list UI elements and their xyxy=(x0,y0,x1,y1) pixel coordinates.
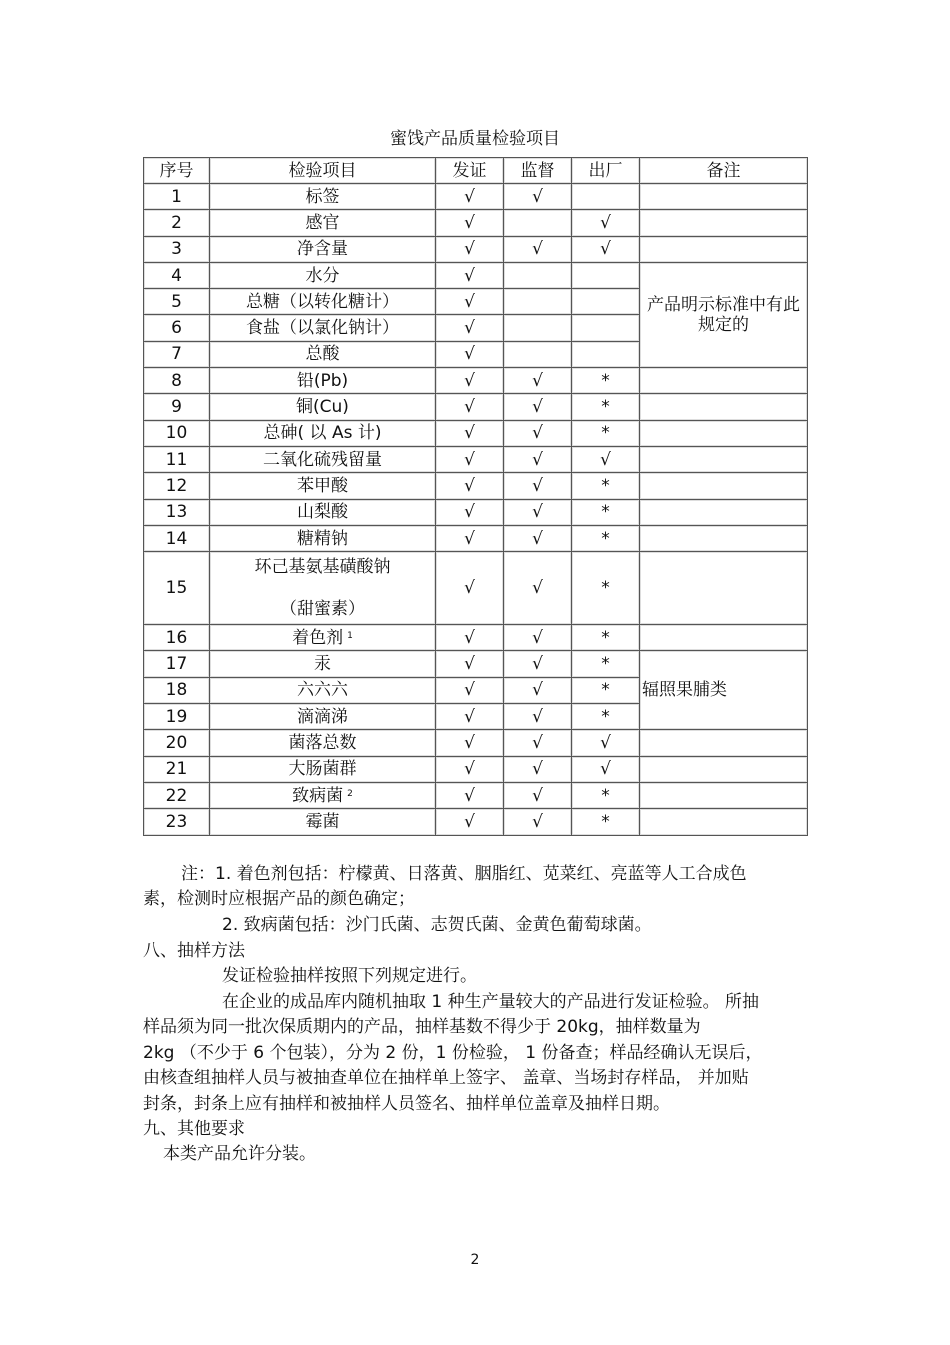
cell-cert: √ xyxy=(436,525,504,551)
cell-factory: * xyxy=(572,473,640,499)
cell-no: 3 xyxy=(144,236,210,262)
cell-remarks xyxy=(640,446,808,472)
cell-cert: √ xyxy=(436,420,504,446)
cell-remarks xyxy=(640,420,808,446)
cell-remarks xyxy=(640,473,808,499)
cell-item: 汞 xyxy=(210,651,436,677)
cell-item: 二氧化硫残留量 xyxy=(210,446,436,472)
footnote-marker: 1 xyxy=(347,630,353,641)
table-row xyxy=(144,756,808,782)
header-cert: 发证 xyxy=(436,158,504,184)
cell-no: 2 xyxy=(144,210,210,236)
cell-no: 7 xyxy=(144,341,210,367)
cell-cert: √ xyxy=(436,782,504,808)
cell-cert: √ xyxy=(436,184,504,210)
cell-supervision xyxy=(504,210,572,236)
cell-factory: √ xyxy=(572,730,640,756)
remarks-standard-note: 产品明示标准中有此规定的 xyxy=(640,262,808,367)
cell-item: 苯甲酸 xyxy=(210,473,436,499)
cell-factory: * xyxy=(572,525,640,551)
remarks-irradiated-note: 辐照果脯类 xyxy=(640,651,808,730)
cell-cert: √ xyxy=(436,341,504,367)
cell-supervision: √ xyxy=(504,368,572,394)
cell-factory xyxy=(572,341,640,367)
cell-cert: √ xyxy=(436,368,504,394)
cell-no: 19 xyxy=(144,704,210,730)
header-no: 序号 xyxy=(144,158,210,184)
cell-supervision: √ xyxy=(504,473,572,499)
cell-supervision: √ xyxy=(504,499,572,525)
header-item: 检验项目 xyxy=(210,158,436,184)
cell-remarks xyxy=(640,210,808,236)
table-row xyxy=(144,525,808,551)
cell-supervision: √ xyxy=(504,420,572,446)
cell-supervision: √ xyxy=(504,704,572,730)
footnote-1-line1: 注：1. 着色剂包括：柠檬黄、日落黄、胭脂红、苋菜红、亮蓝等人工合成色 xyxy=(181,864,747,884)
item-name: 着色剂 xyxy=(292,627,344,648)
cell-supervision xyxy=(504,341,572,367)
cell-supervision: √ xyxy=(504,625,572,651)
cell-no: 20 xyxy=(144,730,210,756)
table-row xyxy=(144,394,808,420)
cell-item: 总糖（以转化糖计） xyxy=(210,289,436,315)
section-9-heading: 九、其他要求 xyxy=(143,1119,245,1139)
cell-item xyxy=(210,782,436,808)
cell-factory: * xyxy=(572,809,640,835)
header-factory: 出厂 xyxy=(572,158,640,184)
cell-item xyxy=(210,625,436,651)
cell-cert: √ xyxy=(436,236,504,262)
cell-no: 11 xyxy=(144,446,210,472)
cell-item: 标签 xyxy=(210,184,436,210)
cell-remarks xyxy=(640,782,808,808)
cell-factory: * xyxy=(572,394,640,420)
section-9-paragraph: 本类产品允许分装。 xyxy=(163,1144,316,1164)
item-name-line2: （甜蜜素） xyxy=(280,599,365,620)
section-8-heading: 八、抽样方法 xyxy=(143,941,245,961)
section-8-p2-line1: 在企业的成品库内随机抽取 1 种生产量较大的产品进行发证检验。 所抽 xyxy=(222,992,760,1012)
section-8-p2-line2: 样品须为同一批次保质期内的产品，抽样基数不得少于 20kg，抽样数量为 xyxy=(143,1017,701,1037)
cell-item: 净含量 xyxy=(210,236,436,262)
cell-supervision: √ xyxy=(504,651,572,677)
cell-no: 4 xyxy=(144,262,210,288)
cell-remarks xyxy=(640,756,808,782)
table-row xyxy=(144,236,808,262)
cell-no: 17 xyxy=(144,651,210,677)
cell-no: 22 xyxy=(144,782,210,808)
cell-remarks xyxy=(640,499,808,525)
table-row xyxy=(144,368,808,394)
cell-factory: √ xyxy=(572,210,640,236)
cell-factory: * xyxy=(572,368,640,394)
cell-cert: √ xyxy=(436,315,504,341)
table-row xyxy=(144,210,808,236)
cell-item: 滴滴涕 xyxy=(210,704,436,730)
cell-item: 食盐（以氯化钠计） xyxy=(210,315,436,341)
cell-supervision: √ xyxy=(504,730,572,756)
cell-cert: √ xyxy=(436,704,504,730)
cell-item xyxy=(210,552,436,625)
cell-factory: √ xyxy=(572,446,640,472)
cell-remarks xyxy=(640,394,808,420)
cell-supervision: √ xyxy=(504,782,572,808)
cell-no: 10 xyxy=(144,420,210,446)
inspection-table xyxy=(143,157,808,836)
table-row xyxy=(144,730,808,756)
page-number: 2 xyxy=(470,1252,480,1268)
cell-factory: * xyxy=(572,704,640,730)
cell-factory: * xyxy=(572,499,640,525)
cell-cert: √ xyxy=(436,446,504,472)
cell-item: 霉菌 xyxy=(210,809,436,835)
cell-cert: √ xyxy=(436,625,504,651)
cell-no: 1 xyxy=(144,184,210,210)
cell-no: 13 xyxy=(144,499,210,525)
cell-no: 21 xyxy=(144,756,210,782)
cell-remarks xyxy=(640,809,808,835)
header-remarks: 备注 xyxy=(640,158,808,184)
table-row xyxy=(144,420,808,446)
table-row xyxy=(144,446,808,472)
cell-no: 15 xyxy=(144,552,210,625)
footnote-2: 2. 致病菌包括：沙门氏菌、志贺氏菌、金黄色葡萄球菌。 xyxy=(222,915,652,935)
item-name-spacer xyxy=(210,577,435,599)
cell-cert: √ xyxy=(436,262,504,288)
cell-remarks xyxy=(640,368,808,394)
table-header-row xyxy=(144,158,808,184)
cell-no: 14 xyxy=(144,525,210,551)
cell-remarks xyxy=(640,730,808,756)
cell-cert: √ xyxy=(436,677,504,703)
section-8-p2-line3: 2kg （不少于 6 个包装），分为 2 份，1 份检验， 1 份备查；样品经确认无误后， xyxy=(143,1043,763,1063)
cell-factory xyxy=(572,289,640,315)
cell-remarks xyxy=(640,236,808,262)
table-row xyxy=(144,782,808,808)
cell-item: 铅(Pb) xyxy=(210,368,436,394)
cell-no: 9 xyxy=(144,394,210,420)
table-row xyxy=(144,262,808,288)
cell-supervision: √ xyxy=(504,236,572,262)
cell-no: 16 xyxy=(144,625,210,651)
header-supervision: 监督 xyxy=(504,158,572,184)
cell-remarks xyxy=(640,525,808,551)
cell-item: 大肠菌群 xyxy=(210,756,436,782)
cell-item: 山梨酸 xyxy=(210,499,436,525)
footnote-1-line2: 素，检测时应根据产品的颜色确定； xyxy=(143,889,415,909)
cell-item: 糖精钠 xyxy=(210,525,436,551)
table-row xyxy=(144,625,808,651)
cell-no: 18 xyxy=(144,677,210,703)
cell-cert: √ xyxy=(436,289,504,315)
cell-cert: √ xyxy=(436,756,504,782)
table-row xyxy=(144,499,808,525)
cell-cert: √ xyxy=(436,394,504,420)
cell-item: 水分 xyxy=(210,262,436,288)
cell-cert: √ xyxy=(436,809,504,835)
cell-supervision: √ xyxy=(504,677,572,703)
section-8-paragraph-1: 发证检验抽样按照下列规定进行。 xyxy=(222,966,477,986)
cell-factory: * xyxy=(572,677,640,703)
cell-item: 感官 xyxy=(210,210,436,236)
page-title: 蜜饯产品质量检验项目 xyxy=(390,129,560,149)
cell-cert: √ xyxy=(436,210,504,236)
table-row xyxy=(144,473,808,499)
section-8-p2-line5: 封条，封条上应有抽样和被抽样人员签名、抽样单位盖章及抽样日期。 xyxy=(143,1094,670,1114)
cell-item: 菌落总数 xyxy=(210,730,436,756)
cell-supervision: √ xyxy=(504,184,572,210)
cell-item: 总砷( 以 As 计) xyxy=(210,420,436,446)
cell-supervision: √ xyxy=(504,809,572,835)
cell-cert: √ xyxy=(436,552,504,625)
cell-supervision: √ xyxy=(504,394,572,420)
cell-factory: * xyxy=(572,552,640,625)
cell-cert: √ xyxy=(436,730,504,756)
section-8-p2-line4: 由核查组抽样人员与被抽查单位在抽样单上签字、 盖章、当场封存样品， 并加贴 xyxy=(143,1068,749,1088)
cell-factory: * xyxy=(572,420,640,446)
table-row xyxy=(144,809,808,835)
footnote-marker: 2 xyxy=(347,788,353,799)
cell-item: 总酸 xyxy=(210,341,436,367)
cell-factory xyxy=(572,184,640,210)
table-row xyxy=(144,651,808,677)
cell-supervision xyxy=(504,315,572,341)
cell-supervision: √ xyxy=(504,525,572,551)
cell-supervision: √ xyxy=(504,552,572,625)
cell-factory: √ xyxy=(572,756,640,782)
cell-factory: √ xyxy=(572,236,640,262)
cell-cert: √ xyxy=(436,473,504,499)
cell-no: 23 xyxy=(144,809,210,835)
cell-cert: √ xyxy=(436,499,504,525)
table-row xyxy=(144,552,808,625)
cell-remarks xyxy=(640,184,808,210)
table-row xyxy=(144,184,808,210)
item-name: 致病菌 xyxy=(292,785,344,806)
cell-cert: √ xyxy=(436,651,504,677)
cell-supervision: √ xyxy=(504,756,572,782)
cell-no: 5 xyxy=(144,289,210,315)
cell-remarks xyxy=(640,625,808,651)
item-name-line1: 环己基氨基磺酸钠 xyxy=(254,557,391,578)
cell-supervision: √ xyxy=(504,446,572,472)
cell-factory xyxy=(572,262,640,288)
cell-supervision xyxy=(504,289,572,315)
cell-factory: * xyxy=(572,625,640,651)
cell-factory: * xyxy=(572,651,640,677)
cell-no: 8 xyxy=(144,368,210,394)
cell-supervision xyxy=(504,262,572,288)
cell-no: 12 xyxy=(144,473,210,499)
cell-item: 铜(Cu) xyxy=(210,394,436,420)
cell-factory xyxy=(572,315,640,341)
cell-item: 六六六 xyxy=(210,677,436,703)
cell-factory: * xyxy=(572,782,640,808)
cell-remarks xyxy=(640,552,808,625)
cell-no: 6 xyxy=(144,315,210,341)
